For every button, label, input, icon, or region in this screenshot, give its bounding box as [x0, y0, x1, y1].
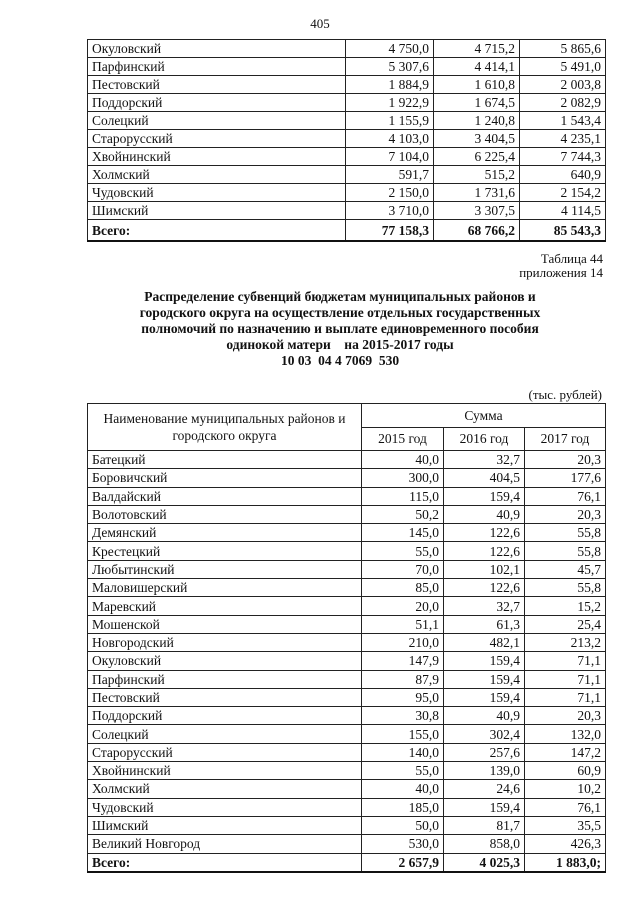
heading-line-3: полномочий по назначению и выплате единовременного пособия — [141, 321, 539, 336]
table-row — [88, 524, 606, 542]
district-name-cell: Парфинский — [88, 58, 346, 76]
table-row — [88, 76, 606, 94]
value-cell-2: 40,9 — [444, 505, 525, 523]
heading-line-2: городского округа на осуществление отдельных государственных — [139, 305, 541, 320]
table-heading — [80, 289, 600, 369]
table-row — [88, 579, 606, 597]
district-name-cell: Чудовский — [88, 184, 346, 202]
value-cell-2: 24,6 — [444, 780, 525, 798]
district-name-cell: Маревский — [88, 597, 362, 615]
value-cell-1: 85,0 — [362, 579, 444, 597]
value-cell-1: 145,0 — [362, 524, 444, 542]
district-name-cell: Окуловский — [88, 652, 362, 670]
value-cell-1: 1 922,9 — [346, 94, 434, 112]
total-value-cell-2: 68 766,2 — [434, 220, 520, 242]
value-cell-1: 87,9 — [362, 670, 444, 688]
value-cell-3: 1 543,4 — [520, 112, 606, 130]
value-cell-1: 115,0 — [362, 487, 444, 505]
value-cell-1: 51,1 — [362, 615, 444, 633]
table-row — [88, 202, 606, 220]
header-year-2015: 2015 год — [362, 427, 444, 451]
value-cell-2: 6 225,4 — [434, 148, 520, 166]
total-label-cell: Всего: — [88, 853, 362, 872]
value-cell-2: 159,4 — [444, 670, 525, 688]
district-name-cell: Парфинский — [88, 670, 362, 688]
page-number: 405 — [310, 16, 330, 31]
value-cell-2: 81,7 — [444, 816, 525, 834]
district-name-cell: Шимский — [88, 202, 346, 220]
value-cell-2: 159,4 — [444, 487, 525, 505]
total-label-cell: Всего: — [88, 220, 346, 242]
table-row — [88, 130, 606, 148]
value-cell-3: 35,5 — [525, 816, 606, 834]
table-row — [88, 94, 606, 112]
district-name-cell: Окуловский — [88, 40, 346, 58]
value-cell-3: 20,3 — [525, 451, 606, 469]
total-row — [88, 853, 606, 872]
total-value-cell-1: 2 657,9 — [362, 853, 444, 872]
district-name-cell: Крестецкий — [88, 542, 362, 560]
district-name-cell: Демянский — [88, 524, 362, 542]
value-cell-3: 55,8 — [525, 524, 606, 542]
table-row — [88, 816, 606, 834]
value-cell-2: 159,4 — [444, 652, 525, 670]
value-cell-3: 55,8 — [525, 542, 606, 560]
value-cell-2: 40,9 — [444, 707, 525, 725]
table-row — [88, 725, 606, 743]
value-cell-1: 3 710,0 — [346, 202, 434, 220]
value-cell-2: 404,5 — [444, 469, 525, 487]
table-row — [88, 112, 606, 130]
budget-code: 10 03 04 4 7069 530 — [280, 353, 400, 368]
table-row — [88, 40, 606, 58]
value-cell-3: 45,7 — [525, 560, 606, 578]
value-cell-1: 1 884,9 — [346, 76, 434, 94]
district-name-cell: Валдайский — [88, 487, 362, 505]
district-name-cell: Старорусский — [88, 743, 362, 761]
value-cell-2: 61,3 — [444, 615, 525, 633]
table-row — [88, 835, 606, 853]
header-sum-cell: Сумма — [362, 404, 606, 428]
total-row — [88, 220, 606, 242]
district-name-cell: Солецкий — [88, 112, 346, 130]
value-cell-3: 20,3 — [525, 707, 606, 725]
table-row — [88, 615, 606, 633]
heading-line-1: Распределение субвенций бюджетам муниципальных районов и — [144, 289, 536, 304]
value-cell-2: 32,7 — [444, 597, 525, 615]
district-name-cell: Волотовский — [88, 505, 362, 523]
value-cell-1: 55,0 — [362, 542, 444, 560]
table-row — [88, 487, 606, 505]
district-name-cell: Солецкий — [88, 725, 362, 743]
value-cell-3: 5 491,0 — [520, 58, 606, 76]
value-cell-2: 4 414,1 — [434, 58, 520, 76]
value-cell-1: 40,0 — [362, 780, 444, 798]
district-name-cell: Поддорский — [88, 707, 362, 725]
value-cell-3: 426,3 — [525, 835, 606, 853]
value-cell-2: 302,4 — [444, 725, 525, 743]
value-cell-2: 515,2 — [434, 166, 520, 184]
value-cell-3: 2 154,2 — [520, 184, 606, 202]
header-name-cell: Наименование муниципальных районов и городского округа — [88, 404, 362, 451]
value-cell-3: 4 114,5 — [520, 202, 606, 220]
header-year-2017: 2017 год — [525, 427, 606, 451]
top-table-body — [88, 40, 606, 242]
table-row — [88, 184, 606, 202]
district-name-cell: Поддорский — [88, 94, 346, 112]
value-cell-1: 4 103,0 — [346, 130, 434, 148]
value-cell-3: 2 003,8 — [520, 76, 606, 94]
value-cell-2: 122,6 — [444, 542, 525, 560]
value-cell-1: 4 750,0 — [346, 40, 434, 58]
heading-line-4: одинокой матери на 2015-2017 годы — [226, 337, 454, 352]
value-cell-1: 95,0 — [362, 688, 444, 706]
value-cell-2: 257,6 — [444, 743, 525, 761]
value-cell-3: 60,9 — [525, 762, 606, 780]
value-cell-3: 15,2 — [525, 597, 606, 615]
district-name-cell: Маловишерский — [88, 579, 362, 597]
main-table-body — [88, 451, 606, 872]
table-row — [88, 633, 606, 651]
value-cell-1: 530,0 — [362, 835, 444, 853]
table-row — [88, 505, 606, 523]
value-cell-1: 50,0 — [362, 816, 444, 834]
value-cell-2: 4 715,2 — [434, 40, 520, 58]
appendix-label: приложения 14 — [519, 265, 603, 280]
district-name-cell: Новгородский — [88, 633, 362, 651]
value-cell-3: 132,0 — [525, 725, 606, 743]
district-name-cell: Шимский — [88, 816, 362, 834]
table-row — [88, 780, 606, 798]
value-cell-3: 71,1 — [525, 652, 606, 670]
value-cell-2: 1 610,8 — [434, 76, 520, 94]
district-name-cell: Старорусский — [88, 130, 346, 148]
value-cell-2: 159,4 — [444, 688, 525, 706]
district-name-cell: Хвойнинский — [88, 148, 346, 166]
main-table-head — [88, 404, 606, 451]
value-cell-3: 20,3 — [525, 505, 606, 523]
total-value-cell-3: 85 543,3 — [520, 220, 606, 242]
table-row — [88, 560, 606, 578]
value-cell-1: 7 104,0 — [346, 148, 434, 166]
district-name-cell: Холмский — [88, 166, 346, 184]
district-name-cell: Пестовский — [88, 76, 346, 94]
top-table — [87, 39, 606, 242]
value-cell-2: 159,4 — [444, 798, 525, 816]
value-cell-2: 122,6 — [444, 579, 525, 597]
table-row — [88, 670, 606, 688]
total-value-cell-2: 4 025,3 — [444, 853, 525, 872]
value-cell-3: 55,8 — [525, 579, 606, 597]
value-cell-3: 7 744,3 — [520, 148, 606, 166]
value-cell-2: 482,1 — [444, 633, 525, 651]
table-row — [88, 652, 606, 670]
value-cell-3: 10,2 — [525, 780, 606, 798]
value-cell-3: 177,6 — [525, 469, 606, 487]
value-cell-3: 71,1 — [525, 670, 606, 688]
value-cell-1: 5 307,6 — [346, 58, 434, 76]
value-cell-1: 185,0 — [362, 798, 444, 816]
value-cell-1: 20,0 — [362, 597, 444, 615]
district-name-cell: Хвойнинский — [88, 762, 362, 780]
table-row — [88, 451, 606, 469]
main-table — [87, 403, 606, 873]
table-row — [88, 542, 606, 560]
value-cell-1: 300,0 — [362, 469, 444, 487]
total-value-cell-1: 77 158,3 — [346, 220, 434, 242]
table-row — [88, 597, 606, 615]
value-cell-1: 55,0 — [362, 762, 444, 780]
value-cell-1: 591,7 — [346, 166, 434, 184]
header-year-2016: 2016 год — [444, 427, 525, 451]
value-cell-3: 2 082,9 — [520, 94, 606, 112]
value-cell-3: 5 865,6 — [520, 40, 606, 58]
value-cell-3: 76,1 — [525, 798, 606, 816]
value-cell-1: 70,0 — [362, 560, 444, 578]
value-cell-3: 147,2 — [525, 743, 606, 761]
value-cell-1: 40,0 — [362, 451, 444, 469]
table-row — [88, 707, 606, 725]
table-row — [88, 166, 606, 184]
value-cell-1: 155,0 — [362, 725, 444, 743]
table-row — [88, 58, 606, 76]
table-row — [88, 743, 606, 761]
district-name-cell: Мошенской — [88, 615, 362, 633]
value-cell-2: 858,0 — [444, 835, 525, 853]
table-row — [88, 469, 606, 487]
value-cell-3: 640,9 — [520, 166, 606, 184]
table-row — [88, 148, 606, 166]
value-cell-3: 25,4 — [525, 615, 606, 633]
value-cell-1: 30,8 — [362, 707, 444, 725]
value-cell-1: 1 155,9 — [346, 112, 434, 130]
value-cell-3: 76,1 — [525, 487, 606, 505]
value-cell-2: 139,0 — [444, 762, 525, 780]
value-cell-1: 140,0 — [362, 743, 444, 761]
table-row — [88, 688, 606, 706]
value-cell-1: 50,2 — [362, 505, 444, 523]
district-name-cell: Великий Новгород — [88, 835, 362, 853]
district-name-cell: Батецкий — [88, 451, 362, 469]
district-name-cell: Боровичский — [88, 469, 362, 487]
value-cell-3: 4 235,1 — [520, 130, 606, 148]
table-row — [88, 798, 606, 816]
value-cell-2: 102,1 — [444, 560, 525, 578]
value-cell-2: 32,7 — [444, 451, 525, 469]
district-name-cell: Холмский — [88, 780, 362, 798]
value-cell-2: 122,6 — [444, 524, 525, 542]
value-cell-2: 3 404,5 — [434, 130, 520, 148]
value-cell-1: 2 150,0 — [346, 184, 434, 202]
table-number-label: Таблица 44 — [540, 251, 603, 266]
value-cell-1: 210,0 — [362, 633, 444, 651]
value-cell-3: 213,2 — [525, 633, 606, 651]
units-label: (тыс. рублей) — [528, 387, 602, 402]
total-value-cell-3: 1 883,0; — [525, 853, 606, 872]
district-name-cell: Пестовский — [88, 688, 362, 706]
table-row — [88, 762, 606, 780]
value-cell-2: 3 307,5 — [434, 202, 520, 220]
value-cell-2: 1 731,6 — [434, 184, 520, 202]
value-cell-2: 1 674,5 — [434, 94, 520, 112]
value-cell-2: 1 240,8 — [434, 112, 520, 130]
district-name-cell: Любытинский — [88, 560, 362, 578]
value-cell-1: 147,9 — [362, 652, 444, 670]
district-name-cell: Чудовский — [88, 798, 362, 816]
value-cell-3: 71,1 — [525, 688, 606, 706]
